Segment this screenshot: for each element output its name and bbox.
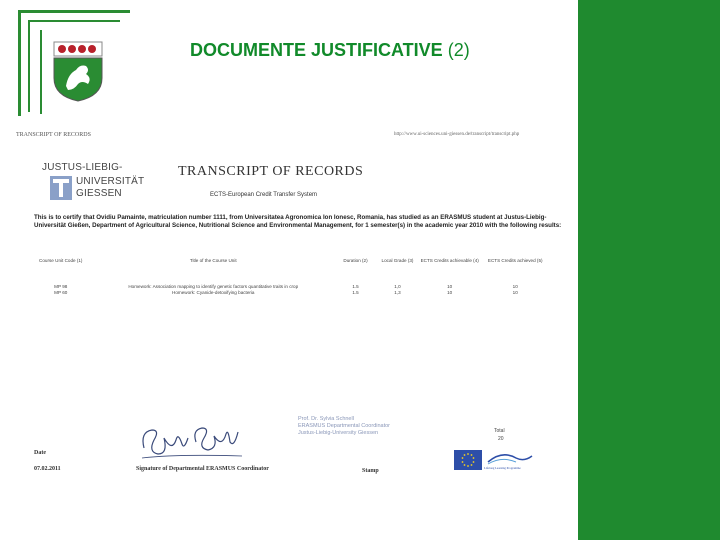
slide-title-suffix: (2) (447, 40, 470, 60)
logo-line-3: GIESSEN (76, 188, 122, 199)
doc-header-left: TRANSCRIPT OF RECORDS (16, 132, 91, 138)
eu-flag-icon (454, 450, 482, 470)
table-cell: Homework: Association mapping to identify genetic factors quantitative traits in crop (128, 284, 299, 289)
stamp-line: ERASMUS Departmental Coordinator (298, 423, 391, 429)
date-label: Date (34, 450, 46, 456)
signature-caption: Signature of Departmental ERASMUS Coordinator (136, 466, 269, 472)
table-cell: 10 (447, 284, 453, 289)
stamp-caption: Stamp (362, 468, 379, 474)
frame-line (40, 30, 42, 114)
date-value: 07.02.2011 (34, 466, 61, 472)
table-cell: MP 98 (54, 284, 68, 289)
horse-crest-icon (52, 40, 104, 102)
frame-line (18, 10, 130, 13)
col-header: Title of the Course Unit (189, 258, 237, 263)
table-row (28, 290, 548, 296)
document-title: TRANSCRIPT OF RECORDS (178, 164, 364, 179)
official-stamp (298, 416, 394, 437)
total-label: Total (494, 428, 505, 434)
table-cell: 1,0 (394, 284, 401, 289)
frame-line (28, 20, 120, 22)
stamp-line: Justus-Liebig-University Giessen (298, 430, 379, 436)
table-cell: 1,3 (394, 290, 401, 295)
col-header: Local Grade (3) (381, 258, 414, 263)
table-cell: MP 60 (54, 290, 68, 295)
document-subtitle: ECTS-European Credit Transfer System (210, 192, 318, 198)
university-emblem-icon (50, 176, 72, 200)
slide-title (190, 40, 470, 61)
slide-title-main: DOCUMENTE JUSTIFICATIVE (190, 40, 443, 60)
doc-header-url: http://www.ui-sciences.uni-giessen.de/transcript/transcript.php (394, 132, 520, 137)
transcript-document (8, 128, 570, 488)
llp-label: Lifelong Learning Programme (484, 466, 521, 470)
green-side-bar (578, 0, 720, 540)
grades-table (28, 258, 548, 296)
table-cell: 1.5 (352, 284, 359, 289)
table-cell: Homework: Cyanide-detoxifying bacteria (172, 290, 255, 295)
table-header-row (28, 258, 548, 284)
logo-line-2: UNIVERSITÄT (76, 176, 145, 187)
table-cell: 1.5 (352, 290, 359, 295)
frame-line (18, 10, 21, 116)
total-value: 20 (498, 436, 504, 442)
stamp-line: Prof. Dr. Sylvia Schnell (298, 416, 354, 422)
col-header: Duration (2) (343, 258, 368, 263)
col-header: ECTS Credits achieved (5) (487, 258, 543, 263)
frame-line (28, 20, 30, 112)
col-header: ECTS Credits achievable (4) (420, 258, 479, 263)
table-cell: 10 (447, 290, 453, 295)
table-cell: 10 (512, 290, 518, 295)
handwritten-signature (138, 418, 248, 462)
table-cell: 10 (512, 284, 518, 289)
certification-paragraph: This is to certify that Ovidiu Pamainte, matriculation number 1111, from Universitatea Agronomica Ion Ionesc, Romania, has studied as an ERASMUS student at Justus-Liebig-Universität Gießen, Department of Agricultural Science, Nutritional Science and Environmental Management, for 1 semester(s) in the academic year 2010 with the following results: (34, 214, 562, 229)
col-header: Course Unit Code (1) (39, 258, 83, 263)
logo-line-1: JUSTUS-LIEBIG- (42, 162, 123, 173)
